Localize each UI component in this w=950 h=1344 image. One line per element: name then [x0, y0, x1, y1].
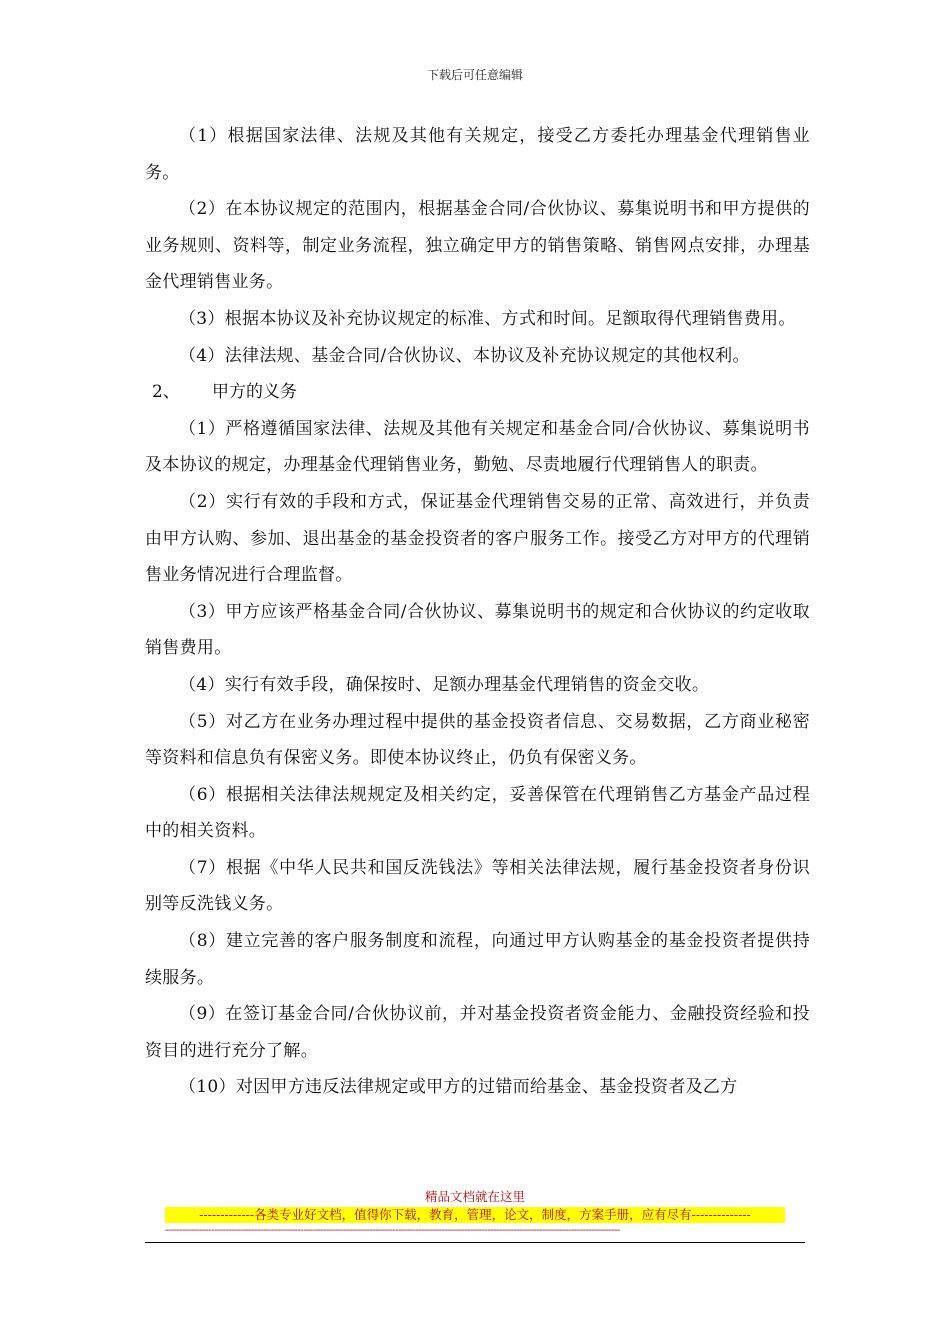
section-title: 甲方的义务: [212, 382, 297, 403]
obligation-1: （1）严格遵循国家法律、法规及其他有关规定和基金合同/合伙协议、募集说明书及本协议的规定，办理基金代理销售业务，勤勉、尽责地履行代理销售人的职责。: [145, 418, 810, 476]
section-number: 2、: [152, 382, 180, 403]
obligation-10: （10）对因甲方违反法律规定或甲方的过错而给基金、基金投资者及乙方: [179, 1077, 738, 1098]
paragraph-right-2: （2）在本协议规定的范围内，根据基金合同/合伙协议、募集说明书和甲方提供的业务规则、资料等，制定业务流程，独立确定甲方的销售策略、销售网点安排，办理基金代理销售业务。: [145, 199, 810, 293]
obligation-6: （6）根据相关法律法规规定及相关约定，妥善保管在代理销售乙方基金产品过程中的相关资料。: [145, 784, 810, 842]
paragraph-right-3: （3）根据本协议及补充协议规定的标准、方式和时间。足额取得代理销售费用。: [179, 308, 796, 329]
footer-title: 精品文档就在这里: [424, 1189, 525, 1204]
footer-rule: [145, 1242, 805, 1243]
obligation-4: （4）实行有效手段，确保按时、足额办理基金代理销售的资金交收。: [179, 674, 710, 695]
obligation-7: （7）根据《中华人民共和国反洗钱法》等相关法律法规，履行基金投资者身份识别等反洗钱义务。: [145, 857, 810, 915]
footer-banner: -------------各类专业好文档，值得你下载，教育，管理，论文，制度，方案手册，应有尽有--------------: [165, 1207, 785, 1223]
page-header: 下载后可任意编辑: [426, 68, 523, 82]
section-heading: [152, 374, 810, 411]
paragraph-right-4: （4）法律法规、基金合同/合伙协议、本协议及补充协议规定的其他权利。: [179, 345, 750, 366]
obligation-8: （8）建立完善的客户服务制度和流程，向通过甲方认购基金的基金投资者提供持续服务。: [145, 931, 810, 988]
paragraph-right-1: （1）根据国家法律、法规及其他有关规定，接受乙方委托办理基金代理销售业务。: [145, 126, 810, 183]
obligation-3: （3）甲方应该严格基金合同/合伙协议、募集说明书的规定和合伙协议的约定收取销售费用。: [145, 601, 810, 659]
document-body: [145, 118, 810, 1106]
obligation-9: （9）在签订基金合同/合伙协议前，并对基金投资者资金能力、金融投资经验和投资目的进行充分了解。: [145, 1004, 810, 1061]
obligation-2: （2）实行有效的手段和方式，保证基金代理销售交易的正常、高效进行，并负责由甲方认购、参加、退出基金的基金投资者的客户服务工作。接受乙方对甲方的代理销售业务情况进行合理监督。: [145, 491, 810, 586]
footer-dashes: --------------------------------------------------------------------------------------------------------------------------------------------------------------: [165, 1225, 620, 1236]
obligation-5: （5）对乙方在业务办理过程中提供的基金投资者信息、交易数据，乙方商业秘密等资料和信息负有保密义务。即使本协议终止，仍负有保密义务。: [145, 711, 810, 769]
